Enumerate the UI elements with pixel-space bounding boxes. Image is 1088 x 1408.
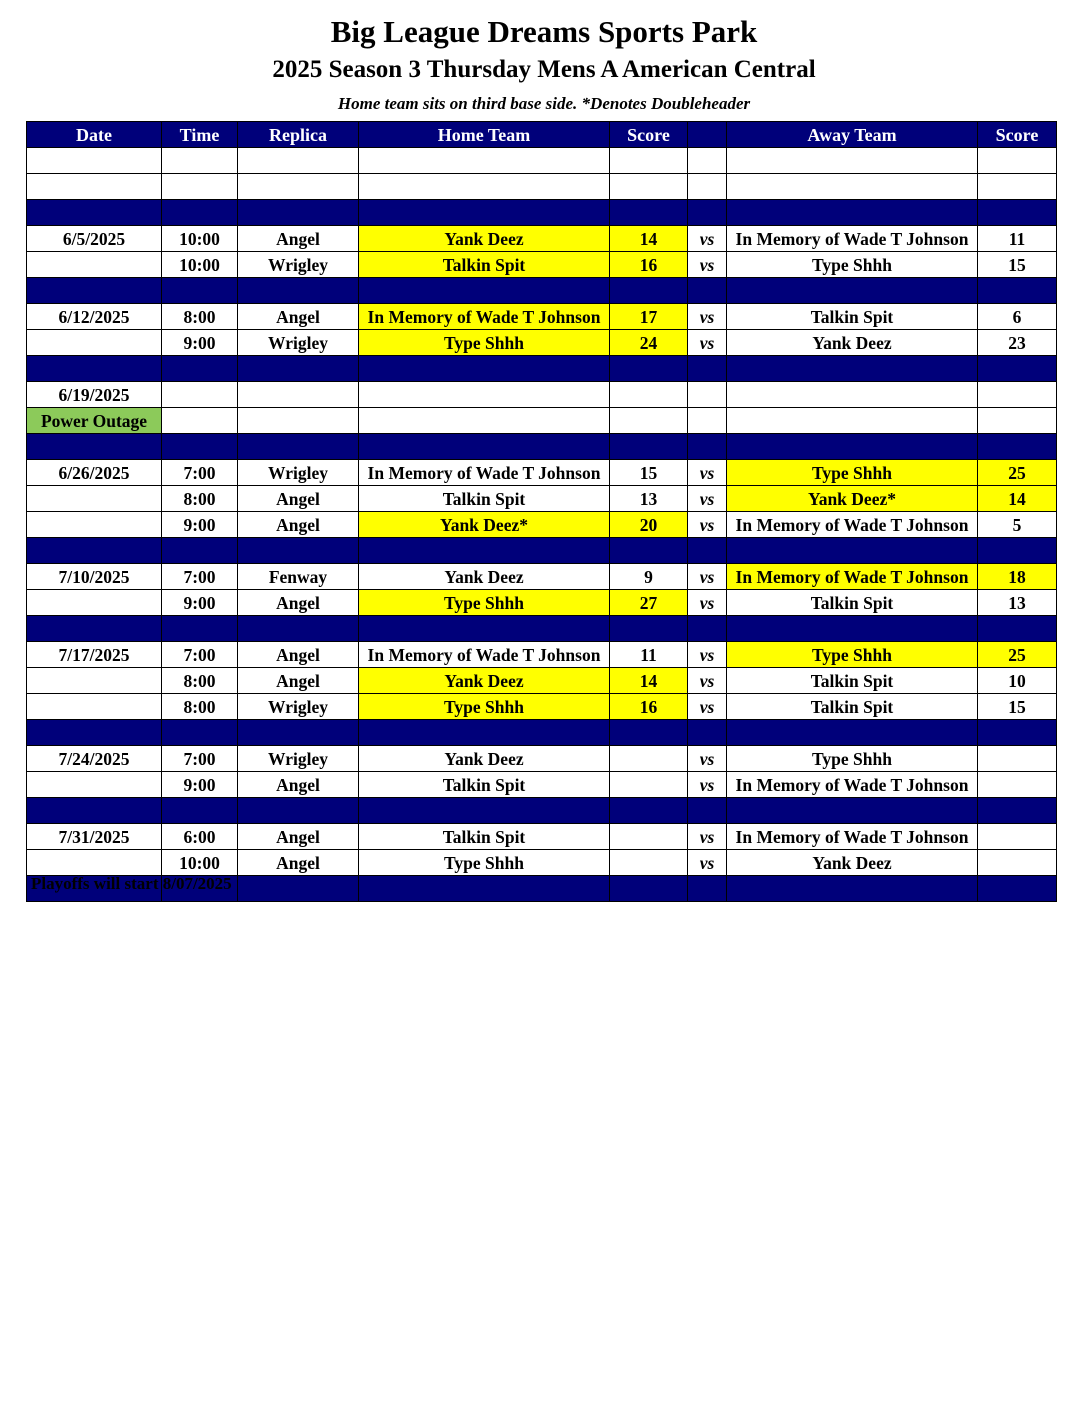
replica-cell: Angel bbox=[238, 486, 359, 512]
replica-cell: Angel bbox=[238, 226, 359, 252]
schedule-body bbox=[27, 148, 1057, 902]
date-cell: 6/5/2025 bbox=[27, 226, 162, 252]
away-score-cell: 13 bbox=[978, 590, 1057, 616]
separator-cell bbox=[359, 876, 610, 902]
blank-cell bbox=[27, 148, 162, 174]
separator-cell bbox=[978, 720, 1057, 746]
away-team-cell: In Memory of Wade T Johnson bbox=[727, 512, 978, 538]
date-cell: 7/31/2025 bbox=[27, 824, 162, 850]
away-team-cell: In Memory of Wade T Johnson bbox=[727, 226, 978, 252]
time-cell: 10:00 bbox=[162, 850, 238, 876]
vs-cell: vs bbox=[688, 486, 727, 512]
replica-cell: Angel bbox=[238, 512, 359, 538]
date-cell bbox=[27, 668, 162, 694]
game-row bbox=[27, 304, 1057, 330]
separator-cell bbox=[238, 876, 359, 902]
separator-cell bbox=[359, 616, 610, 642]
home-team-cell: Talkin Spit bbox=[359, 772, 610, 798]
separator-cell bbox=[238, 616, 359, 642]
game-row bbox=[27, 460, 1057, 486]
away-score-cell: 6 bbox=[978, 304, 1057, 330]
game-row bbox=[27, 590, 1057, 616]
separator-cell bbox=[238, 278, 359, 304]
vs-cell bbox=[688, 382, 727, 408]
blank-cell bbox=[359, 174, 610, 200]
away-score-cell: 15 bbox=[978, 252, 1057, 278]
away-score-cell: 25 bbox=[978, 642, 1057, 668]
separator-cell bbox=[162, 278, 238, 304]
away-team-cell bbox=[727, 382, 978, 408]
separator-cell bbox=[162, 538, 238, 564]
home-score-cell: 14 bbox=[610, 226, 688, 252]
separator-cell bbox=[688, 538, 727, 564]
separator-cell bbox=[359, 200, 610, 226]
vs-cell: vs bbox=[688, 564, 727, 590]
date-cell: 6/26/2025 bbox=[27, 460, 162, 486]
home-team-cell: Talkin Spit bbox=[359, 486, 610, 512]
game-row bbox=[27, 564, 1057, 590]
separator-cell bbox=[359, 434, 610, 460]
time-cell: 7:00 bbox=[162, 564, 238, 590]
away-team-cell bbox=[727, 408, 978, 434]
separator-cell bbox=[727, 356, 978, 382]
replica-cell: Angel bbox=[238, 590, 359, 616]
separator-cell bbox=[238, 538, 359, 564]
time-cell: 8:00 bbox=[162, 694, 238, 720]
date-cell bbox=[27, 252, 162, 278]
game-row bbox=[27, 512, 1057, 538]
vs-cell: vs bbox=[688, 590, 727, 616]
vs-cell: vs bbox=[688, 746, 727, 772]
blank-cell bbox=[688, 174, 727, 200]
separator-cell bbox=[238, 720, 359, 746]
away-team-cell: Type Shhh bbox=[727, 252, 978, 278]
time-cell: 8:00 bbox=[162, 668, 238, 694]
separator-cell bbox=[688, 876, 727, 902]
away-score-cell: 5 bbox=[978, 512, 1057, 538]
home-score-cell: 15 bbox=[610, 460, 688, 486]
away-team-cell: Type Shhh bbox=[727, 460, 978, 486]
blank-cell bbox=[162, 174, 238, 200]
separator-cell bbox=[688, 278, 727, 304]
game-row bbox=[27, 694, 1057, 720]
column-header-time: Time bbox=[162, 122, 238, 148]
home-score-cell bbox=[610, 746, 688, 772]
home-score-cell bbox=[610, 772, 688, 798]
separator-cell bbox=[610, 798, 688, 824]
date-cell: 6/19/2025 bbox=[27, 382, 162, 408]
separator-cell bbox=[727, 876, 978, 902]
header-row bbox=[27, 122, 1057, 148]
date-cell: 7/10/2025 bbox=[27, 564, 162, 590]
home-team-cell: Type Shhh bbox=[359, 330, 610, 356]
separator-cell bbox=[688, 616, 727, 642]
separator-cell bbox=[162, 200, 238, 226]
vs-cell: vs bbox=[688, 642, 727, 668]
home-score-cell: 27 bbox=[610, 590, 688, 616]
replica-cell: Wrigley bbox=[238, 694, 359, 720]
column-header-away-team: Away Team bbox=[727, 122, 978, 148]
column-header-away-score: Score bbox=[978, 122, 1057, 148]
date-cell bbox=[27, 694, 162, 720]
game-row bbox=[27, 408, 1057, 434]
separator-cell bbox=[727, 720, 978, 746]
page-title: Big League Dreams Sports Park bbox=[330, 14, 758, 49]
away-score-cell: 25 bbox=[978, 460, 1057, 486]
separator-cell bbox=[610, 538, 688, 564]
home-score-cell: 13 bbox=[610, 486, 688, 512]
away-score-cell bbox=[978, 850, 1057, 876]
away-score-cell: 15 bbox=[978, 694, 1057, 720]
column-header-replica: Replica bbox=[238, 122, 359, 148]
home-team-cell: Yank Deez bbox=[359, 746, 610, 772]
time-cell: 10:00 bbox=[162, 252, 238, 278]
week-separator-row bbox=[27, 616, 1057, 642]
separator-cell bbox=[610, 200, 688, 226]
home-team-cell: Yank Deez bbox=[359, 226, 610, 252]
away-team-cell: Talkin Spit bbox=[727, 694, 978, 720]
separator-cell bbox=[688, 798, 727, 824]
blank-cell bbox=[978, 148, 1057, 174]
separator-cell bbox=[27, 278, 162, 304]
time-cell: 8:00 bbox=[162, 486, 238, 512]
game-row bbox=[27, 824, 1057, 850]
away-score-cell bbox=[978, 408, 1057, 434]
away-score-cell bbox=[978, 772, 1057, 798]
blank-cell bbox=[610, 174, 688, 200]
replica-cell: Angel bbox=[238, 642, 359, 668]
replica-cell bbox=[238, 408, 359, 434]
date-cell bbox=[27, 512, 162, 538]
separator-cell bbox=[162, 434, 238, 460]
home-team-cell: Yank Deez bbox=[359, 564, 610, 590]
blank-cell bbox=[688, 148, 727, 174]
game-row bbox=[27, 746, 1057, 772]
vs-cell: vs bbox=[688, 252, 727, 278]
separator-cell bbox=[162, 798, 238, 824]
home-team-cell: Type Shhh bbox=[359, 850, 610, 876]
time-cell: 8:00 bbox=[162, 304, 238, 330]
week-separator-row bbox=[27, 200, 1057, 226]
separator-cell bbox=[727, 200, 978, 226]
away-team-cell: In Memory of Wade T Johnson bbox=[727, 772, 978, 798]
home-score-cell bbox=[610, 850, 688, 876]
vs-cell: vs bbox=[688, 330, 727, 356]
separator-cell bbox=[162, 356, 238, 382]
replica-cell: Wrigley bbox=[238, 252, 359, 278]
replica-cell: Angel bbox=[238, 824, 359, 850]
away-team-cell: Yank Deez bbox=[727, 850, 978, 876]
blank-cell bbox=[727, 148, 978, 174]
away-team-cell: Type Shhh bbox=[727, 746, 978, 772]
game-row bbox=[27, 330, 1057, 356]
week-separator-row bbox=[27, 720, 1057, 746]
separator-cell bbox=[978, 434, 1057, 460]
away-score-cell: 23 bbox=[978, 330, 1057, 356]
date-cell: 7/17/2025 bbox=[27, 642, 162, 668]
away-score-cell: 10 bbox=[978, 668, 1057, 694]
vs-cell: vs bbox=[688, 824, 727, 850]
date-cell: 7/24/2025 bbox=[27, 746, 162, 772]
column-header-home-score: Score bbox=[610, 122, 688, 148]
separator-cell bbox=[27, 720, 162, 746]
away-score-cell bbox=[978, 824, 1057, 850]
separator-cell bbox=[359, 278, 610, 304]
home-team-cell: In Memory of Wade T Johnson bbox=[359, 460, 610, 486]
away-score-cell: 14 bbox=[978, 486, 1057, 512]
column-header-vs bbox=[688, 122, 727, 148]
separator-cell bbox=[688, 434, 727, 460]
time-cell: 9:00 bbox=[162, 590, 238, 616]
page-note: Home team sits on third base side. *Denotes Doubleheader bbox=[337, 94, 751, 113]
column-header-home-team: Home Team bbox=[359, 122, 610, 148]
separator-cell bbox=[359, 720, 610, 746]
date-cell bbox=[27, 850, 162, 876]
schedule-table bbox=[26, 121, 1057, 902]
vs-cell bbox=[688, 408, 727, 434]
replica-cell: Angel bbox=[238, 668, 359, 694]
away-score-cell bbox=[978, 382, 1057, 408]
week-separator-row bbox=[27, 538, 1057, 564]
game-row bbox=[27, 772, 1057, 798]
separator-cell bbox=[727, 798, 978, 824]
time-cell: 9:00 bbox=[162, 330, 238, 356]
replica-cell: Angel bbox=[238, 304, 359, 330]
separator-cell bbox=[238, 200, 359, 226]
away-team-cell: Yank Deez bbox=[727, 330, 978, 356]
blank-cell bbox=[727, 174, 978, 200]
vs-cell: vs bbox=[688, 226, 727, 252]
vs-cell: vs bbox=[688, 694, 727, 720]
home-team-cell: In Memory of Wade T Johnson bbox=[359, 642, 610, 668]
home-team-cell: Type Shhh bbox=[359, 694, 610, 720]
vs-cell: vs bbox=[688, 304, 727, 330]
vs-cell: vs bbox=[688, 772, 727, 798]
game-row bbox=[27, 252, 1057, 278]
separator-cell bbox=[727, 616, 978, 642]
time-cell: 7:00 bbox=[162, 746, 238, 772]
away-team-cell: In Memory of Wade T Johnson bbox=[727, 564, 978, 590]
separator-cell bbox=[27, 200, 162, 226]
date-cell bbox=[27, 486, 162, 512]
playoffs-note: Playoffs will start 8/07/2025 bbox=[31, 874, 232, 893]
home-team-cell: Yank Deez* bbox=[359, 512, 610, 538]
home-team-cell: Yank Deez bbox=[359, 668, 610, 694]
separator-cell bbox=[610, 434, 688, 460]
home-team-cell: Type Shhh bbox=[359, 590, 610, 616]
date-cell: Power Outage bbox=[27, 408, 162, 434]
date-cell bbox=[27, 772, 162, 798]
home-team-cell: Talkin Spit bbox=[359, 824, 610, 850]
game-row bbox=[27, 642, 1057, 668]
separator-cell bbox=[238, 356, 359, 382]
separator-cell bbox=[978, 876, 1057, 902]
replica-cell: Wrigley bbox=[238, 330, 359, 356]
replica-cell bbox=[238, 382, 359, 408]
time-cell bbox=[162, 408, 238, 434]
away-team-cell: Talkin Spit bbox=[727, 304, 978, 330]
separator-cell bbox=[978, 200, 1057, 226]
home-score-cell: 16 bbox=[610, 694, 688, 720]
page-subtitle: 2025 Season 3 Thursday Mens A American Central bbox=[272, 56, 816, 83]
time-cell: 9:00 bbox=[162, 512, 238, 538]
vs-cell: vs bbox=[688, 512, 727, 538]
date-cell bbox=[27, 590, 162, 616]
away-score-cell bbox=[978, 746, 1057, 772]
separator-cell bbox=[162, 616, 238, 642]
separator-cell bbox=[978, 538, 1057, 564]
date-cell bbox=[27, 330, 162, 356]
vs-cell: vs bbox=[688, 460, 727, 486]
separator-cell bbox=[359, 356, 610, 382]
home-score-cell: 11 bbox=[610, 642, 688, 668]
home-score-cell bbox=[610, 824, 688, 850]
replica-cell: Angel bbox=[238, 850, 359, 876]
date-cell: 6/12/2025 bbox=[27, 304, 162, 330]
separator-cell bbox=[978, 356, 1057, 382]
time-cell: 9:00 bbox=[162, 772, 238, 798]
home-score-cell: 17 bbox=[610, 304, 688, 330]
replica-cell: Wrigley bbox=[238, 746, 359, 772]
separator-cell bbox=[162, 720, 238, 746]
separator-cell bbox=[610, 616, 688, 642]
blank-cell bbox=[978, 174, 1057, 200]
week-separator-row bbox=[27, 434, 1057, 460]
separator-cell bbox=[727, 434, 978, 460]
blank-cell bbox=[238, 148, 359, 174]
time-cell: 7:00 bbox=[162, 642, 238, 668]
week-separator-row bbox=[27, 356, 1057, 382]
time-cell: 6:00 bbox=[162, 824, 238, 850]
separator-cell bbox=[27, 538, 162, 564]
blank-row bbox=[27, 148, 1057, 174]
home-score-cell: 14 bbox=[610, 668, 688, 694]
blank-cell bbox=[359, 148, 610, 174]
separator-cell bbox=[238, 798, 359, 824]
home-score-cell bbox=[610, 408, 688, 434]
separator-cell bbox=[610, 720, 688, 746]
blank-row bbox=[27, 174, 1057, 200]
separator-cell bbox=[610, 278, 688, 304]
home-team-cell: Talkin Spit bbox=[359, 252, 610, 278]
separator-cell bbox=[688, 356, 727, 382]
away-team-cell: In Memory of Wade T Johnson bbox=[727, 824, 978, 850]
column-header-date: Date bbox=[27, 122, 162, 148]
vs-cell: vs bbox=[688, 668, 727, 694]
blank-cell bbox=[610, 148, 688, 174]
separator-cell bbox=[610, 876, 688, 902]
time-cell: 7:00 bbox=[162, 460, 238, 486]
blank-cell bbox=[27, 174, 162, 200]
separator-cell bbox=[727, 278, 978, 304]
separator-cell bbox=[238, 434, 359, 460]
separator-cell bbox=[727, 538, 978, 564]
home-score-cell: 24 bbox=[610, 330, 688, 356]
game-row bbox=[27, 226, 1057, 252]
replica-cell: Fenway bbox=[238, 564, 359, 590]
separator-cell bbox=[27, 434, 162, 460]
away-score-cell: 11 bbox=[978, 226, 1057, 252]
game-row bbox=[27, 850, 1057, 876]
separator-cell bbox=[978, 798, 1057, 824]
time-cell bbox=[162, 382, 238, 408]
separator-cell bbox=[610, 356, 688, 382]
replica-cell: Angel bbox=[238, 772, 359, 798]
away-team-cell: Talkin Spit bbox=[727, 668, 978, 694]
separator-cell bbox=[978, 278, 1057, 304]
away-team-cell: Yank Deez* bbox=[727, 486, 978, 512]
away-team-cell: Type Shhh bbox=[727, 642, 978, 668]
away-team-cell: Talkin Spit bbox=[727, 590, 978, 616]
separator-cell bbox=[688, 720, 727, 746]
separator-cell bbox=[27, 356, 162, 382]
separator-cell bbox=[688, 200, 727, 226]
home-team-cell bbox=[359, 382, 610, 408]
separator-cell bbox=[359, 538, 610, 564]
blank-cell bbox=[238, 174, 359, 200]
separator-cell bbox=[27, 616, 162, 642]
home-score-cell: 20 bbox=[610, 512, 688, 538]
week-separator-row bbox=[27, 798, 1057, 824]
vs-cell: vs bbox=[688, 850, 727, 876]
separator-cell bbox=[359, 798, 610, 824]
separator-cell bbox=[27, 798, 162, 824]
home-score-cell: 9 bbox=[610, 564, 688, 590]
week-separator-row bbox=[27, 278, 1057, 304]
time-cell: 10:00 bbox=[162, 226, 238, 252]
separator-cell bbox=[978, 616, 1057, 642]
game-row bbox=[27, 668, 1057, 694]
home-score-cell: 16 bbox=[610, 252, 688, 278]
home-team-cell bbox=[359, 408, 610, 434]
home-score-cell bbox=[610, 382, 688, 408]
away-score-cell: 18 bbox=[978, 564, 1057, 590]
game-row bbox=[27, 486, 1057, 512]
replica-cell: Wrigley bbox=[238, 460, 359, 486]
game-row bbox=[27, 382, 1057, 408]
blank-cell bbox=[162, 148, 238, 174]
home-team-cell: In Memory of Wade T Johnson bbox=[359, 304, 610, 330]
